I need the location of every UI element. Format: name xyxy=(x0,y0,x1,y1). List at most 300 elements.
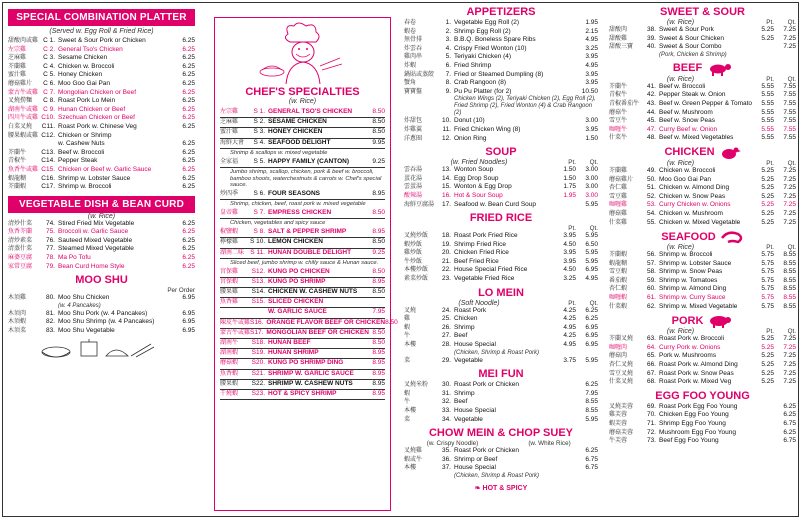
beef-title: BEEF xyxy=(672,62,703,75)
item-price-quart: 8.55 xyxy=(783,302,796,310)
item-number: 36. xyxy=(441,455,451,463)
chow-mein-header xyxy=(404,440,598,447)
item-price: 6.25 xyxy=(182,262,195,270)
item-price: 10.50 xyxy=(581,87,598,95)
egg-foo-young-list xyxy=(609,403,796,446)
item-price-quart: 8.55 xyxy=(783,259,796,267)
item-name: Pepper Steak xyxy=(58,157,98,165)
item-chinese-name: 蝦 xyxy=(404,390,411,397)
item-chinese-name: 宮保雞 xyxy=(220,268,239,275)
menu-item-row xyxy=(404,266,598,275)
item-chinese-name: 蝦龍糊 xyxy=(609,260,628,267)
item-name: Donut (10) xyxy=(454,117,485,125)
item-price: 6.25 xyxy=(182,114,195,122)
fried-rice-list xyxy=(404,232,598,284)
item-chinese-name: 麻婆豆腐 xyxy=(8,255,33,262)
item-number: S 10. xyxy=(250,238,266,246)
menu-item-row xyxy=(609,219,796,228)
item-chinese-name: 芥蘭叉燒 xyxy=(609,336,634,343)
item-number: 43. xyxy=(646,99,656,107)
item-number: 37. xyxy=(441,464,451,472)
item-name: Chicken w. Snow Peas xyxy=(659,192,726,200)
item-number: C 1. xyxy=(43,37,55,44)
item-number: 15. xyxy=(441,183,451,191)
item-name: Mushroom Egg Foo Young xyxy=(659,428,736,436)
item-chinese-name: 全家福 xyxy=(220,158,239,165)
item-number: 66. xyxy=(646,361,656,369)
item-number: S23. xyxy=(251,390,265,398)
item-name: Moo Shu Chicken xyxy=(58,294,110,302)
item-number: 47. xyxy=(646,125,656,133)
item-name: Pu Pu Platter (for 2) xyxy=(454,87,512,95)
item-number: C 9. xyxy=(43,105,55,113)
menu-item-row xyxy=(609,26,796,35)
item-chinese-name: 芥蘭雞 xyxy=(8,63,27,70)
menu-item-row xyxy=(404,28,598,37)
item-chinese-name: 清炒什菜 xyxy=(8,220,33,227)
item-chinese-name: 雪豆雞 xyxy=(609,193,628,200)
item-name: Pepper Steak w. Onion xyxy=(659,91,726,99)
item-price: 8.95 xyxy=(372,277,385,285)
item-chinese-name: 番茄蝦 xyxy=(609,277,628,284)
item-price-quart: 7.25 xyxy=(783,343,796,351)
menu-item-row xyxy=(609,126,796,135)
item-number: 13. xyxy=(441,166,451,174)
item-price-pint: 5.55 xyxy=(761,108,774,116)
item-name: SLICED CHICKEN xyxy=(268,298,324,306)
lo-mein-subtitle: (Soft Noodle) xyxy=(458,299,500,307)
item-price: 8.50 xyxy=(372,339,385,347)
item-name: Beef w. Broccoli xyxy=(659,82,706,90)
item-chinese-name: 海鮮豆腐湯 xyxy=(404,201,435,208)
item-price-pint: 5.25 xyxy=(761,34,774,42)
item-number: C 6. xyxy=(43,79,55,87)
lo-mein-title: LO MEIN xyxy=(478,286,524,299)
item-price-quart: 7.55 xyxy=(783,82,796,90)
chow-mein-title: CHOW MEIN & CHOP SUEY xyxy=(428,427,574,440)
menu-item-row xyxy=(404,135,598,144)
item-price-pint: 5.75 xyxy=(761,294,774,302)
mei-fun-list xyxy=(404,381,598,424)
item-chinese-name: 蛋花湯 xyxy=(404,175,423,182)
item-number: S19. xyxy=(251,349,265,357)
item-name: Crab Rangoon (8) xyxy=(454,79,507,87)
item-number: 14. xyxy=(441,174,451,182)
menu-item-row xyxy=(8,114,195,123)
item-price: 5.95 xyxy=(585,415,598,423)
item-price-pint: 5.75 xyxy=(761,285,774,293)
item-chinese-name: 本樓 xyxy=(404,342,417,349)
item-price: 8.95 xyxy=(372,190,385,198)
item-price-pint: 5.25 xyxy=(761,369,774,377)
item-name: Steamed Mixed Vegetable xyxy=(58,245,134,253)
item-name: Roast Pork or Chicken xyxy=(454,381,520,389)
item-number: C 5. xyxy=(43,71,55,79)
fried-rice-pt: Pt. xyxy=(568,225,576,233)
item-price: 6.25 xyxy=(182,174,195,182)
soup-subtitle: (w. Fried Noodles) xyxy=(450,159,508,167)
seafood-subtitle: (w. Rice) xyxy=(666,244,695,252)
menu-item-row xyxy=(609,260,796,269)
soup-qt: Qt. xyxy=(589,159,598,167)
item-chinese-name: 蝦卷 xyxy=(404,28,417,35)
item-price: 7.95 xyxy=(585,389,598,397)
item-number: 75. xyxy=(45,228,55,236)
item-price: 8.95 xyxy=(372,390,385,398)
item-number: S15. xyxy=(251,298,265,306)
item-chinese-name: 家常豆腐 xyxy=(8,263,33,270)
mooshu-title: MOO SHU xyxy=(75,274,128,287)
beef-subtitle: (w. Rice) xyxy=(666,75,695,83)
veg-title: VEGETABLE DISH & BEAN CURD xyxy=(8,196,195,213)
menu-item-row xyxy=(609,251,796,260)
item-chinese-name: 炸雲吞 xyxy=(404,45,423,52)
item-number: 25. xyxy=(441,315,451,323)
mooshu-list xyxy=(8,294,195,335)
item-number: 35. xyxy=(441,447,451,455)
chicken-subtitle: (w. Rice) xyxy=(666,159,695,167)
special-combo-title: SPECIAL COMBINATION PLATTER xyxy=(8,9,195,26)
item-number: S 6. xyxy=(253,190,265,198)
item-price-quart: 5.95 xyxy=(585,232,598,240)
item-price-pint: 5.55 xyxy=(761,99,775,107)
mooshu-per-order: Per Order xyxy=(167,287,195,295)
item-price: 8.50 xyxy=(372,267,385,275)
item-price: 8.50 xyxy=(372,108,385,115)
item-chinese-name: 雞炒飯 xyxy=(404,250,423,257)
item-price-pint: 4.95 xyxy=(563,323,576,331)
item-price-pint: 5.75 xyxy=(761,302,774,310)
item-name: HOT & SPICY SHRIMP xyxy=(268,390,337,398)
item-price: 3.95 xyxy=(585,70,598,78)
item-chinese-name: 牛炒飯 xyxy=(404,258,423,265)
menu-item-row xyxy=(404,357,598,366)
pork-title: PORK xyxy=(671,314,704,327)
item-price-quart: 7.25 xyxy=(783,209,796,217)
chef-item-row xyxy=(220,228,385,238)
menu-item-row xyxy=(609,134,796,143)
item-price-quart: 7.25 xyxy=(783,184,796,192)
chef-item-row xyxy=(220,268,385,278)
item-price: 6.95 xyxy=(182,327,195,335)
menu-item-row xyxy=(609,193,796,202)
item-name: KUNG PO SHRIMP xyxy=(268,277,326,285)
item-number: 56. xyxy=(646,251,656,259)
special-combo-subtitle: (Served w. Egg Roll & Fried Rice) xyxy=(49,28,154,35)
menu-item-row xyxy=(404,416,598,425)
item-number: C14. xyxy=(41,157,55,165)
menu-item-row xyxy=(404,398,598,407)
item-number: 60. xyxy=(646,285,656,293)
chow-mein-sub-right: (w. White Rice) xyxy=(528,440,571,448)
item-name: w. Cashew Nuts xyxy=(58,140,105,148)
item-name: SHRIMP W. CASHEW NUTS xyxy=(268,379,353,387)
menu-page xyxy=(2,2,799,517)
item-chinese-name: 蜜汁雞 xyxy=(220,129,239,136)
menu-item-row xyxy=(404,456,598,465)
menu-item-row xyxy=(404,390,598,399)
item-number: 50. xyxy=(646,175,656,183)
menu-item-row xyxy=(404,249,598,258)
item-price-pint: 5.75 xyxy=(761,276,774,284)
menu-item-row xyxy=(609,429,796,438)
item-price: 8.50 xyxy=(372,328,385,336)
item-price-quart: 8.55 xyxy=(783,251,796,259)
item-price: 8.55 xyxy=(585,407,598,414)
item-number: 61. xyxy=(646,294,656,302)
item-price-quart: 5.95 xyxy=(585,356,598,364)
item-price: 6.25 xyxy=(182,254,195,262)
item-name: Curry Chicken w. Onions xyxy=(659,201,731,209)
item-name: Vegetable Egg Roll (2) xyxy=(454,19,520,26)
item-price: 6.25 xyxy=(182,148,195,156)
item-chinese-name: 椒鹽蝦 xyxy=(220,229,239,236)
chef-item-row xyxy=(220,190,385,200)
chef-list xyxy=(220,108,398,400)
item-price: 6.75 xyxy=(783,420,796,427)
menu-item-row xyxy=(8,318,195,327)
menu-item-row xyxy=(8,310,195,319)
lo-mein-qt: Qt. xyxy=(589,299,598,307)
item-price: 6.25 xyxy=(783,402,796,410)
item-name: Wonton Soup xyxy=(454,166,494,174)
chef-item-row xyxy=(220,339,385,349)
item-name: Roast Pork w. Chinese Veg xyxy=(58,122,137,130)
item-number: 19. xyxy=(441,240,451,248)
item-name: W. GARLIC SAUCE xyxy=(268,308,327,316)
pork-pt: Pt. xyxy=(766,328,774,336)
item-price: 6.75 xyxy=(585,464,598,472)
chef-item-row xyxy=(220,139,385,149)
item-price-quart: 7.25 xyxy=(783,201,796,209)
menu-item-row xyxy=(609,43,796,52)
item-number: C15. xyxy=(41,165,55,173)
veg-subtitle: (w. Rice) xyxy=(87,212,116,220)
item-price: 6.25 xyxy=(182,157,195,165)
item-number: S 11. xyxy=(250,248,265,256)
item-price-quart: 5.95 xyxy=(585,200,598,208)
item-name: Roast Pork Fried Rice xyxy=(454,232,518,240)
item-name: SEAFOOD DELIGHT xyxy=(268,138,331,146)
item-price: 8.50 xyxy=(372,238,385,246)
menu-item-row xyxy=(404,464,598,473)
item-number: 74. xyxy=(45,219,55,227)
item-number: S 1. xyxy=(253,108,265,115)
item-price-quart: 7.25 xyxy=(783,166,796,174)
mei-fun-title: MEI FUN xyxy=(478,368,524,381)
item-price: 6.25 xyxy=(182,97,195,105)
item-name: Chicken w. Mixed Vegetable xyxy=(659,218,741,226)
item-price-quart: 5.95 xyxy=(585,257,598,265)
chef-item-row xyxy=(220,118,385,128)
menu-item-row xyxy=(609,109,796,118)
item-name: Sauteed Mixed Vegetable xyxy=(58,236,133,244)
menu-item-row xyxy=(8,294,195,303)
item-chinese-name: 叉燒芙蓉 xyxy=(609,403,634,410)
item-chinese-name: 本樓 xyxy=(404,408,417,414)
item-price-quart: 5.95 xyxy=(585,249,598,257)
item-number: 83. xyxy=(45,327,55,335)
item-name: Moo Goo Gai Pan xyxy=(58,79,111,87)
item-price-quart: 7.25 xyxy=(783,378,796,386)
item-price: 6.95 xyxy=(182,309,195,317)
seafood-qt: Qt. xyxy=(787,244,796,252)
item-price: 7.95 xyxy=(372,308,385,316)
menu-item-row xyxy=(8,140,195,149)
item-number: 58. xyxy=(646,268,656,276)
menu-item-row xyxy=(609,167,796,176)
item-price-quart: 8.55 xyxy=(783,285,796,293)
menu-item-row xyxy=(8,327,195,336)
menu-item-row xyxy=(404,407,598,416)
item-name: Egg Drop Soup xyxy=(454,174,499,182)
item-number: 45. xyxy=(646,117,656,125)
item-price-quart: 7.25 xyxy=(783,192,796,200)
item-name: Shrimp w. Lobster Sauce xyxy=(659,259,732,267)
item-price-pint: 5.25 xyxy=(761,343,774,351)
item-chinese-name: 春卷 xyxy=(404,20,417,26)
chef-item-row xyxy=(220,249,385,259)
item-price: 8.95 xyxy=(372,228,385,236)
item-price: 8.50 xyxy=(372,128,385,136)
item-price-pint: 4.25 xyxy=(563,315,576,323)
item-name: Beef w. Green Pepper & Tomato xyxy=(658,99,753,107)
item-price-pint: 1.50 xyxy=(563,174,576,182)
item-chinese-name: 酸辣湯 xyxy=(404,192,423,199)
chow-mein-list xyxy=(404,447,598,473)
item-price: 6.25 xyxy=(182,219,195,227)
item-chinese-name: 左宗雞 xyxy=(8,46,27,53)
item-chinese-name: 雪豆蝦 xyxy=(609,269,628,276)
item-name: Moo Shu Pork (w. 4 Pancakes) xyxy=(58,309,148,317)
item-chinese-name: 干燒蝦 xyxy=(220,391,239,398)
chef-item-row xyxy=(220,370,385,380)
menu-item-row xyxy=(404,447,598,456)
item-number: S22. xyxy=(251,379,265,387)
menu-item-row xyxy=(609,370,796,379)
item-number: 40. xyxy=(646,43,656,51)
item-price-pint: 5.25 xyxy=(761,175,774,183)
item-price-quart: 7.55 xyxy=(783,134,796,142)
item-price-pint: 1.75 xyxy=(563,183,576,191)
item-number: 1. xyxy=(445,19,451,26)
item-name: Chicken w. Mushroom xyxy=(659,209,723,217)
menu-item-row xyxy=(609,210,796,219)
item-price: 6.25 xyxy=(783,411,796,419)
menu-item-row xyxy=(404,201,598,210)
item-price: 2.15 xyxy=(585,27,598,35)
menu-item-row xyxy=(404,79,598,88)
sweet-sour-note: (Pork, Chicken & Shrimp) xyxy=(659,51,727,58)
item-chinese-name: 芥蘭牛 xyxy=(609,83,628,90)
item-number: 70. xyxy=(646,411,656,419)
item-chinese-name: 湖南二味 xyxy=(220,249,245,256)
item-name: Chicken w. Almond Ding xyxy=(659,184,730,192)
item-number: 65. xyxy=(646,352,656,360)
menu-item-row xyxy=(8,228,195,237)
item-name: Shrimp w. Snow Peas xyxy=(659,268,723,276)
item-price: 6.25 xyxy=(182,105,195,113)
menu-item-row xyxy=(609,35,796,44)
item-number: S 7. xyxy=(253,209,265,217)
item-number: 18. xyxy=(441,232,451,240)
item-chinese-name: 叉燒撈麵 xyxy=(8,98,33,105)
item-number: 39. xyxy=(646,34,656,42)
item-name: Moo Shu Shrimp (w. 4 Pancakes) xyxy=(58,318,155,326)
menu-item-row xyxy=(404,232,598,241)
item-number: S 4. xyxy=(253,138,265,146)
item-chinese-name: 魚香牛或雞 xyxy=(8,166,39,173)
item-chinese-name: 芥蘭蝦 xyxy=(8,184,27,191)
item-number: C11. xyxy=(41,122,55,130)
item-chinese-name: 本樓 xyxy=(404,465,417,472)
item-chinese-name: 鍋貼或蒸餃 xyxy=(404,71,435,78)
chef-title: CHEF'S SPECIALTIES xyxy=(245,86,360,98)
item-name: Shrimp w. Almond Ding xyxy=(659,285,727,293)
chef-item-row xyxy=(220,329,385,339)
item-number: 76. xyxy=(45,236,55,244)
item-chinese-name: 牛芙蓉 xyxy=(609,438,628,445)
item-name: Roast Pork w. Mixed Veg xyxy=(659,378,732,386)
item-price: 9.25 xyxy=(372,157,385,165)
item-number: 20. xyxy=(441,249,451,257)
item-chinese-name: 白菜叉燒 xyxy=(8,123,33,130)
item-name: Sweet & Sour Combo xyxy=(659,43,722,51)
menu-item-row xyxy=(404,53,598,62)
chef-item-row xyxy=(220,288,385,298)
item-name: Stired Fried Mix Vegetable xyxy=(58,219,135,227)
item-price-pint: 5.25 xyxy=(761,192,774,200)
menu-item-row xyxy=(404,88,598,97)
item-chinese-name: 左宗雞 xyxy=(220,109,239,115)
soup-title: SOUP xyxy=(485,146,517,159)
item-name: General Tso's Chicken xyxy=(58,45,123,53)
item-name: HAPPY FAMILY (CANTON) xyxy=(268,157,350,165)
item-chinese-name: 叉燒雞 xyxy=(404,448,423,455)
item-chinese-name: 芥蘭雞 xyxy=(609,167,628,174)
item-name: LEMON CHICKEN xyxy=(268,238,323,246)
item-name: Fried Chicken Wing (8) xyxy=(454,125,521,133)
item-chinese-name: 雞 xyxy=(404,316,411,323)
item-chinese-name: 什菜蝦 xyxy=(609,303,628,310)
item-number: 57. xyxy=(646,259,656,267)
item-chinese-name: 杏仁蝦 xyxy=(609,286,628,293)
item-price-pint: 3.75 xyxy=(563,356,576,364)
item-number: 81. xyxy=(45,309,55,317)
menu-item-row xyxy=(8,46,195,55)
item-price-pint: 3.95 xyxy=(563,249,576,257)
menu-item-row xyxy=(8,149,195,158)
pork-qt: Qt. xyxy=(787,328,796,336)
item-chinese-name: 咖喱蝦 xyxy=(609,295,628,302)
menu-item-row xyxy=(404,241,598,250)
item-chinese-name: 洋蔥圈 xyxy=(404,135,423,142)
item-number: 28. xyxy=(441,341,451,349)
item-chinese-name: 蟹角 xyxy=(404,80,417,87)
item-name: Beef xyxy=(454,398,468,406)
item-chinese-name: 木須肉 xyxy=(8,310,27,317)
item-price-quart: 6.25 xyxy=(585,306,598,314)
item-chinese-name: 芝麻雞 xyxy=(8,55,27,62)
item-name: CHICKEN W. CASHEW NUTS xyxy=(268,288,358,296)
menu-item-row xyxy=(609,378,796,387)
item-name: HONEY CHICKEN xyxy=(268,128,323,136)
chef-item-row xyxy=(220,158,385,168)
menu-item-row xyxy=(8,71,195,80)
item-name: Szechuan Chicken or Beef xyxy=(58,114,135,122)
item-number: 64. xyxy=(646,343,656,351)
item-price-quart: 7.25 xyxy=(783,335,796,343)
